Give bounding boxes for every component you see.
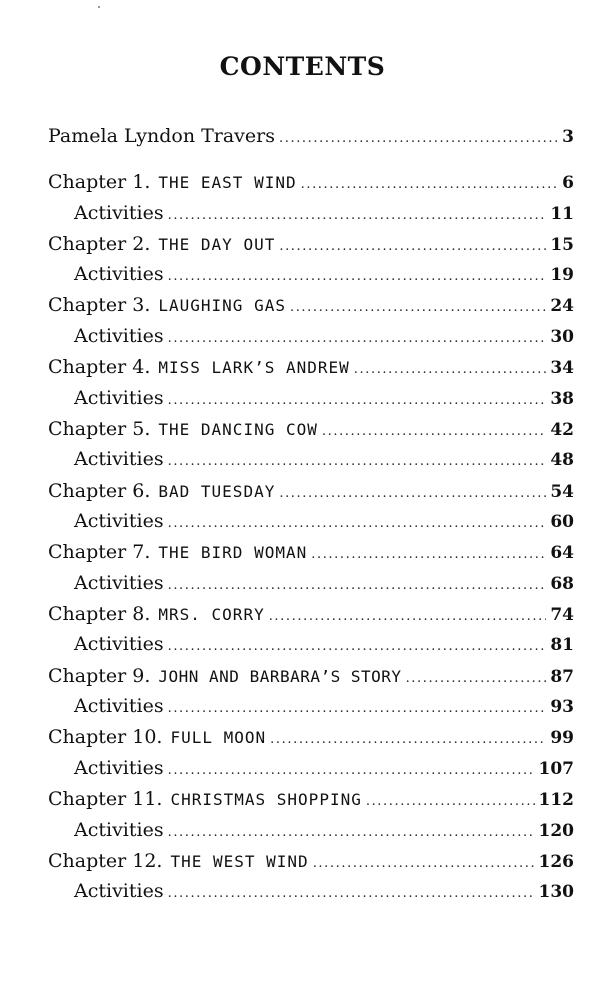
chapter-number: Chapter bbox=[48, 232, 127, 255]
dot-leader bbox=[168, 263, 547, 291]
chapter-number: Chapter bbox=[48, 602, 127, 625]
chapter-title: THE DANCING COW bbox=[158, 419, 318, 439]
page-number: 81 bbox=[550, 635, 574, 656]
dot-leader bbox=[279, 125, 558, 153]
toc-entry-chapter[interactable] bbox=[48, 723, 574, 751]
toc-entry-author[interactable] bbox=[48, 122, 574, 150]
toc-entry-chapter[interactable] bbox=[48, 230, 574, 258]
toc-entry-chapter[interactable] bbox=[48, 600, 574, 628]
chapter-index: 2. bbox=[132, 232, 151, 255]
chapter-title: THE DAY OUT bbox=[158, 234, 276, 254]
dot-leader bbox=[366, 788, 535, 816]
dot-leader bbox=[311, 541, 546, 569]
dot-leader bbox=[279, 233, 546, 261]
chapter-index: 7. bbox=[132, 541, 151, 564]
page-number: 15 bbox=[550, 234, 574, 255]
page-number: 42 bbox=[550, 419, 574, 440]
page-number: 30 bbox=[550, 326, 574, 347]
toc-entry-chapter[interactable] bbox=[48, 168, 574, 196]
toc-entry-activities[interactable] bbox=[74, 692, 574, 720]
dot-leader bbox=[168, 510, 547, 538]
page-number: 11 bbox=[550, 203, 574, 224]
page-title: CONTENTS bbox=[219, 52, 386, 81]
chapter-title: THE EAST WIND bbox=[158, 173, 297, 192]
dot-leader bbox=[354, 356, 547, 384]
dot-leader bbox=[168, 387, 547, 415]
page-number: 48 bbox=[550, 450, 574, 471]
page-number: 19 bbox=[550, 265, 574, 286]
page-number: 68 bbox=[550, 573, 574, 594]
chapter-index: 5. bbox=[132, 417, 151, 440]
chapter-number: Chapter bbox=[48, 356, 127, 379]
toc-entry-chapter[interactable] bbox=[48, 847, 574, 875]
dot-leader bbox=[301, 171, 559, 199]
toc-entry-chapter[interactable] bbox=[48, 353, 574, 381]
chapter-number: Chapter bbox=[48, 664, 127, 687]
page-number: 64 bbox=[550, 543, 574, 564]
chapter-title: CHRISTMAS SHOPPING bbox=[170, 790, 362, 809]
chapter-title: BAD TUESDAY bbox=[158, 481, 276, 501]
chapter-number: Chapter bbox=[48, 171, 127, 193]
toc-entry-activities[interactable] bbox=[74, 569, 574, 597]
dot-leader bbox=[313, 850, 535, 878]
dot-leader bbox=[168, 819, 535, 847]
activities-label: Activities bbox=[74, 756, 164, 779]
chapter-title: THE WEST WIND bbox=[170, 851, 309, 871]
chapter-title: THE BIRD WOMAN bbox=[158, 543, 308, 563]
dot-leader bbox=[279, 480, 546, 508]
page-number: 34 bbox=[550, 358, 574, 379]
activities-label: Activities bbox=[74, 324, 164, 347]
toc-entry-activities[interactable] bbox=[74, 384, 574, 412]
dot-leader bbox=[269, 603, 547, 631]
toc-entry-activities[interactable] bbox=[74, 260, 574, 288]
dot-leader bbox=[270, 726, 546, 754]
toc-entry-chapter[interactable] bbox=[48, 477, 574, 505]
activities-label: Activities bbox=[74, 201, 164, 224]
page-number: 54 bbox=[550, 481, 574, 502]
toc-entry-activities[interactable] bbox=[74, 754, 574, 782]
page-number: 87 bbox=[550, 666, 574, 687]
chapter-index: 6. bbox=[132, 479, 151, 502]
activities-label: Activities bbox=[74, 571, 164, 594]
dot-leader bbox=[168, 448, 547, 476]
dot-leader bbox=[290, 294, 546, 322]
page-number: 99 bbox=[550, 728, 574, 749]
page-number: 120 bbox=[538, 820, 574, 841]
dot-leader bbox=[168, 757, 535, 785]
page-number: 130 bbox=[538, 882, 574, 903]
page-number: 60 bbox=[550, 512, 574, 532]
page-number: 93 bbox=[550, 697, 574, 718]
chapter-index: 9. bbox=[132, 664, 151, 687]
page-number: 107 bbox=[538, 758, 574, 779]
chapter-index: 8. bbox=[132, 602, 151, 625]
chapter-number: Chapter bbox=[48, 294, 127, 317]
toc-entry-activities[interactable] bbox=[74, 816, 574, 844]
dot-leader bbox=[322, 418, 546, 446]
page-number: 74 bbox=[550, 604, 574, 625]
toc-entry-chapter[interactable] bbox=[48, 291, 574, 319]
chapter-number: Chapter bbox=[48, 788, 127, 810]
chapter-index: 12. bbox=[132, 849, 163, 872]
chapter-index: 4. bbox=[132, 356, 151, 379]
activities-label: Activities bbox=[74, 510, 164, 532]
chapter-title: JOHN AND BARBARA’S STORY bbox=[158, 666, 402, 686]
dot-leader bbox=[406, 665, 547, 693]
dot-leader bbox=[168, 633, 547, 661]
chapter-title: MISS LARK’S ANDREW bbox=[158, 358, 350, 378]
activities-label: Activities bbox=[74, 263, 164, 286]
dot-leader bbox=[168, 880, 535, 908]
activities-label: Activities bbox=[74, 695, 164, 718]
chapter-title: MRS. CORRY bbox=[158, 604, 265, 624]
chapter-number: Chapter bbox=[48, 541, 127, 564]
toc-entry-activities[interactable] bbox=[74, 630, 574, 658]
chapter-number: Chapter bbox=[48, 479, 127, 502]
chapter-index: 1. bbox=[132, 171, 151, 193]
toc-entry-activities[interactable] bbox=[74, 445, 574, 473]
toc-entry-activities[interactable] bbox=[74, 877, 574, 905]
toc-entry-chapter[interactable] bbox=[48, 538, 574, 566]
dot-leader bbox=[168, 202, 547, 230]
page-number: 112 bbox=[538, 790, 574, 810]
chapter-title: LAUGHING GAS bbox=[158, 296, 286, 316]
dot-leader bbox=[168, 325, 547, 353]
page-number: 38 bbox=[550, 388, 574, 409]
activities-label: Activities bbox=[74, 633, 164, 656]
toc-entry-activities[interactable] bbox=[74, 507, 574, 535]
toc-entry-chapter[interactable] bbox=[48, 785, 574, 813]
chapter-index: 10. bbox=[132, 726, 163, 749]
activities-label: Activities bbox=[74, 448, 164, 471]
toc-entry-activities[interactable] bbox=[74, 322, 574, 350]
page-number: 3 bbox=[562, 127, 574, 147]
activities-label: Activities bbox=[74, 818, 164, 841]
author-label: Pamela Lyndon Travers bbox=[48, 125, 275, 147]
toc-entry-activities[interactable] bbox=[74, 199, 574, 227]
activities-label: Activities bbox=[74, 386, 164, 409]
chapter-index: 3. bbox=[132, 294, 151, 317]
chapter-number: Chapter bbox=[48, 417, 127, 440]
chapter-index: 11. bbox=[132, 788, 163, 810]
page-number: 24 bbox=[550, 296, 574, 317]
page-number: 126 bbox=[538, 851, 574, 872]
dot-leader bbox=[168, 695, 547, 723]
toc-entry-chapter[interactable] bbox=[48, 662, 574, 690]
chapter-title: FULL MOON bbox=[170, 728, 267, 748]
activities-label: Activities bbox=[74, 880, 164, 903]
page-number: 6 bbox=[562, 173, 574, 193]
chapter-number: Chapter bbox=[48, 849, 127, 872]
toc-entry-chapter[interactable] bbox=[48, 415, 574, 443]
chapter-number: Chapter bbox=[48, 726, 127, 749]
dot-leader bbox=[168, 572, 547, 600]
scan-speck bbox=[98, 6, 100, 8]
